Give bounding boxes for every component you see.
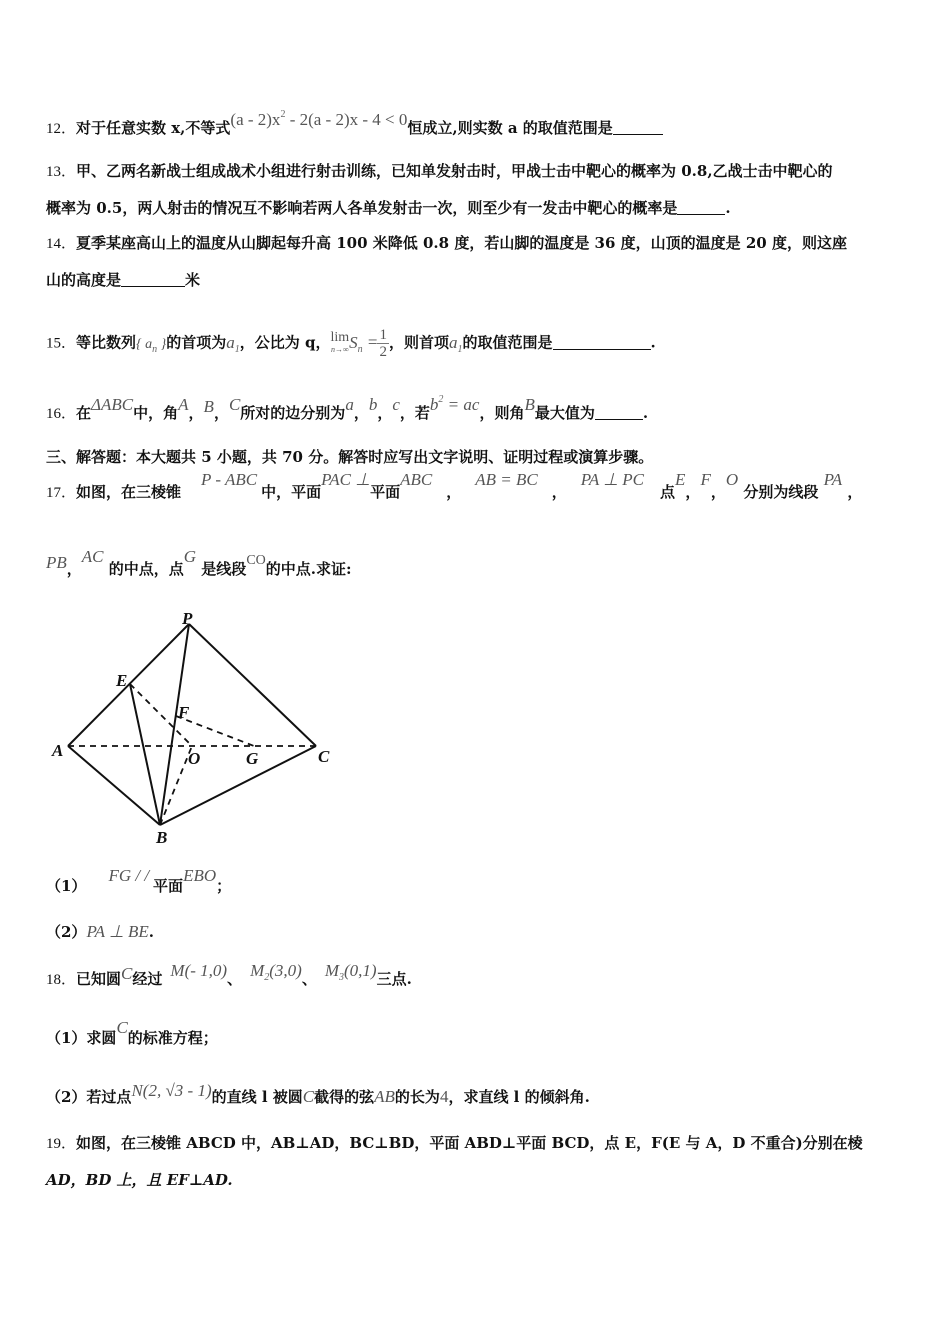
circle-c-3: C	[302, 1087, 315, 1106]
point-g: G	[183, 547, 197, 566]
q15-text-3: ，公比为 q，	[239, 333, 331, 352]
question-13-line2: 概率为 0.5，两人射击的情况互不影响若两人各单发射击一次，则至少有一发击中靶心的概率是 .	[46, 199, 731, 217]
label-g: G	[246, 749, 259, 768]
label-f: F	[178, 703, 190, 722]
q18-p1-text: 的标准方程；	[127, 1029, 218, 1047]
fg-parallel: FG / /	[108, 866, 150, 885]
question-number: 13．	[46, 164, 77, 180]
point-m1: M(- 1,0)	[170, 961, 228, 980]
question-15: 15．等比数列{ $a_n$ }的首项为$a_1$，公比为 q，lim n→∞ $S_n$ = $\frac{1}{2}$ ，则首项$a_1$的取值范围是 .	[46, 327, 656, 360]
label-o: O	[188, 749, 201, 768]
q17-p1-end: ；	[216, 877, 232, 895]
q17-p2-end: .	[148, 923, 155, 941]
edge-bc	[160, 746, 316, 825]
plane-pac: PAC ⊥	[321, 470, 371, 489]
equals-sign: =	[367, 332, 378, 352]
circle-c: C	[121, 964, 133, 983]
q17-text-8: 的中点.求证:	[265, 560, 352, 578]
pyramid-symbol: P - ABC	[201, 470, 258, 489]
question-number: 16．	[46, 406, 77, 422]
separator: 、	[227, 970, 243, 988]
plane-ebo: EBO	[183, 866, 217, 885]
question-number: 14．	[46, 236, 77, 252]
segment-co: CO	[246, 553, 266, 568]
label-a: A	[52, 741, 64, 760]
point-e: E	[675, 470, 686, 489]
q17-text-2: 中，平面	[261, 483, 322, 501]
side-c: c	[392, 395, 400, 414]
condition-pa-pc: PA ⊥ PC	[580, 470, 645, 489]
question-12	[46, 109, 663, 139]
q12-text-b: 恒成立,则实数 a 的取值范围是	[407, 119, 613, 137]
part-label: （1）求圆	[46, 1029, 117, 1047]
q12-text-a: 对于任意实数 x,不等式	[76, 119, 231, 137]
part-label: （2）	[46, 923, 87, 941]
q14-unit: 米	[185, 271, 201, 289]
side-b: b	[368, 395, 378, 414]
q12-inequality: $(a - 2)x^2 - 2(a - 2)x - 4 < 0$	[230, 109, 408, 129]
condition-b2-ac: $b^2$ = ac	[429, 394, 480, 414]
q16-text-5: ，则角	[479, 404, 525, 422]
question-number: 15．	[46, 335, 77, 352]
q16-text-3: 所对的边分别为	[240, 404, 346, 422]
q18-text-4: 的直线 l 被圆	[211, 1088, 303, 1106]
q18-text-2: 经过	[132, 970, 163, 988]
point-m2: $M_2(3,0)$	[250, 961, 302, 983]
side-a: a	[345, 395, 354, 414]
edge-pb	[160, 624, 189, 825]
question-13-line1	[46, 161, 833, 182]
point-f: F	[700, 470, 711, 489]
edge-pa	[68, 624, 189, 746]
angle-a: A	[178, 395, 189, 414]
question-14-line2	[46, 270, 200, 290]
q15-text-1: 等比数列	[76, 333, 137, 352]
answer-blank	[613, 120, 663, 135]
q17-text-3: 平面	[370, 483, 401, 501]
q17-text-1: 如图，在三棱锥	[76, 483, 182, 501]
answer-blank	[595, 405, 643, 420]
question-number: 18．	[46, 972, 77, 988]
question-16: 16．在ΔABC中，角A，B，C所对的边分别为a，b，c，若$b^2$ = ac，则角B最大值为 .	[46, 394, 649, 422]
q19-text-2: AD，BD 上，且 EF⊥AD.	[46, 1171, 233, 1189]
q14-text-1: 夏季某座高山上的温度从山脚起每升高 100 米降低 0.8 度，若山脚的温度是 36 度，山顶的温度是 20 度，则这座	[76, 234, 847, 252]
q16-text-4: ，若	[399, 404, 430, 422]
q15-text-5: 的取值范围是	[462, 333, 553, 352]
angle-b-2: B	[524, 395, 535, 414]
question-19-line1	[46, 1133, 863, 1154]
pa-perp-be: PA ⊥ BE	[86, 922, 149, 941]
sequence-symbol: { $a_n$ }	[136, 336, 167, 355]
answer-blank	[553, 335, 651, 350]
q17-p1-text: 平面	[153, 877, 184, 895]
question-number: 17．	[46, 485, 77, 501]
point-o: O	[725, 470, 739, 489]
segment-ac: AC	[81, 547, 104, 566]
q16-text-2: 中，角	[133, 404, 179, 422]
q17-text-7: 是线段	[201, 560, 247, 578]
label-p: P	[182, 610, 193, 628]
q18-text-5: 截得的弦	[314, 1088, 375, 1106]
separator: 、	[301, 970, 317, 988]
question-18	[46, 961, 412, 996]
q17-text-5: 分别为线段	[743, 483, 819, 501]
circle-c-2: C	[116, 1018, 128, 1037]
q15-text-2: 的首项为	[166, 333, 227, 352]
q19-text-1: 如图，在三棱锥 ABCD 中，AB⊥AD，BC⊥BD，平面 ABD⊥平面 BCD，点 E，F(E 与 A，D 不重合)分别在棱	[76, 1134, 863, 1152]
q18-text-3: 三点.	[376, 970, 412, 988]
part-label: （1）	[46, 877, 87, 895]
question-number: 12．	[46, 121, 77, 137]
segment-pa: PA	[823, 470, 843, 489]
question-17-part2	[46, 922, 154, 942]
first-term-symbol-2: $a_1$	[449, 332, 463, 355]
limit-symbol: lim n→∞	[330, 329, 350, 354]
question-18-part1	[46, 1018, 218, 1048]
partial-sum-symbol: $S_n$	[349, 332, 363, 355]
q15-text-4: ，则首项	[388, 333, 449, 352]
question-19-line2	[46, 1170, 233, 1190]
answer-blank	[677, 200, 725, 215]
segment-pb: PB	[46, 553, 67, 572]
part-label: （2）若过点	[46, 1088, 132, 1106]
q16-text-6: 最大值为	[534, 404, 595, 422]
question-number: 19．	[46, 1136, 77, 1152]
question-17-line2: PB，AC 的中点，点G 是线段CO的中点.求证:	[46, 547, 352, 578]
label-e: E	[116, 671, 128, 690]
condition-ab-bc: AB = BC	[475, 470, 538, 489]
point-n: N(2, √3 - 1)	[131, 1081, 212, 1100]
q18-text-6: 的长为	[394, 1088, 440, 1106]
plane-abc: ABC	[400, 470, 433, 489]
point-m3: $M_3(0,1)$	[324, 961, 377, 983]
angle-b: B	[203, 397, 214, 416]
q13-text-2: 概率为 0.5，两人射击的情况互不影响若两人各单发射击一次，则至少有一发击中靶心的概率是	[46, 199, 678, 217]
question-17-part1	[46, 866, 232, 896]
section-3-heading: 三、解答题：本大题共 5 小题，共 70 分。解答时应写出文字说明、证明过程或演算步骤。	[46, 448, 654, 466]
pyramid-figure	[46, 610, 346, 850]
fraction-one-half: $\frac{1}{2}$	[379, 327, 387, 360]
triangle-symbol: ΔABC	[91, 395, 134, 414]
q17-text-6: 的中点，点	[108, 560, 184, 578]
q13-text-1: 甲、乙两名新战士组成战术小组进行射击训练，已知单发射击时，甲战士击中靶心的概率为 0.8,乙战士击中靶心的	[76, 162, 833, 180]
question-17-line1: 17．如图，在三棱锥P - ABC中，平面PAC ⊥平面ABC，AB = BC，PA ⊥ PC点E，F，O 分别为线段 PA ，	[46, 470, 863, 501]
angle-c: C	[228, 395, 241, 414]
label-c: C	[318, 747, 330, 766]
label-b: B	[156, 828, 168, 847]
q18-text-7: ，求直线 l 的倾斜角.	[448, 1088, 590, 1106]
q14-text-2: 山的高度是	[46, 271, 122, 289]
question-18-part2	[46, 1081, 590, 1107]
q18-text-1: 已知圆	[76, 970, 122, 988]
q17-text-4: 点	[660, 483, 676, 501]
answer-blank	[121, 272, 185, 287]
question-14-line1	[46, 233, 847, 254]
length-four: 4	[439, 1087, 449, 1106]
first-term-symbol: $a_1$	[226, 332, 240, 355]
q16-text-1: 在	[76, 404, 92, 422]
chord-ab: AB	[374, 1087, 395, 1106]
